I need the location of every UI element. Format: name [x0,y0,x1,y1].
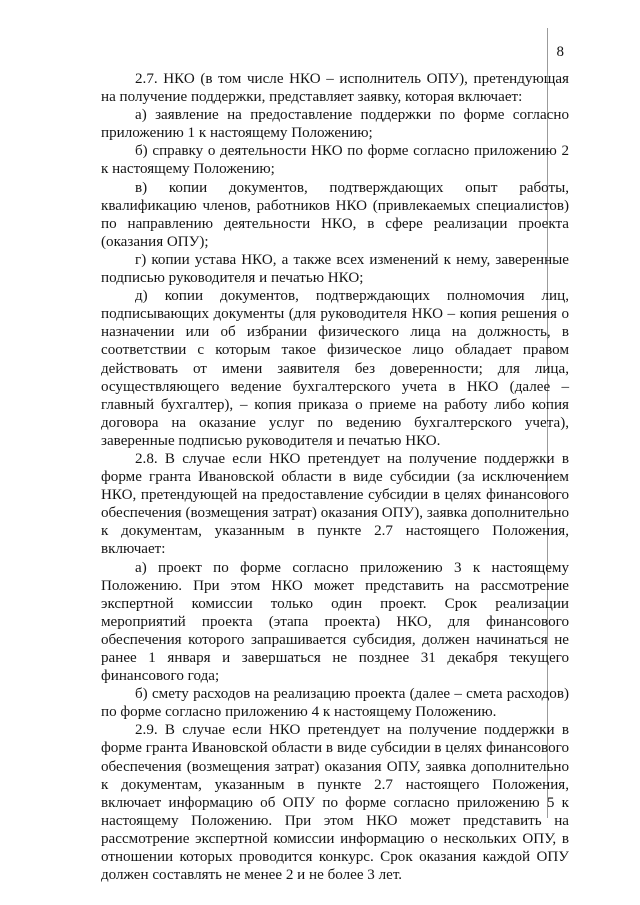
paragraph-2-8: 2.8. В случае если НКО претендует на получение поддержки в форме гранта Ивановской области в виде субсидии (за исключением НКО, претендующей на предоставление субсидии в целях финансового обеспечения (возмещения затрат) оказания ОПУ), заявка дополнительно к документам, указанным в пункте 2.7 настоящего Положения, включает: [101,450,569,558]
document-body [101,70,569,884]
list-item-2-8-a: а) проект по форме согласно приложению 3 к настоящему Положению. При этом НКО может представить на рассмотрение экспертной комиссии только один проект. Срок реализации мероприятий проекта (этапа проекта) НКО, для финансового обеспечения которого запрашивается субсидия, должен начинаться не ранее 1 января и завершаться не позднее 31 декабря текущего финансового года; [101,559,569,685]
list-item-b: б) справку о деятельности НКО по форме согласно приложению 2 к настоящему Положению; [101,143,569,178]
list-item-2-8-b: б) смету расходов на реализацию проекта (далее – смета расходов) по форме согласно приложению 4 к настоящему Положению. [101,686,569,721]
list-item-v: в) копии документов, подтверждающих опыт работы, квалификацию членов, работников НКО (привлекаемых специалистов) по направлению деятельности НКО, в сфере реализации проекта (оказания ОПУ); [101,179,569,250]
list-item-g: г) копии устава НКО, а также всех изменений к нему, заверенные подписью руководителя и печатью НКО; [101,251,569,287]
paragraph-2-7: 2.7. НКО (в том числе НКО – исполнитель ОПУ), претендующая на получение поддержки, представляет заявку, которая включает: [101,71,569,106]
list-item-a: а) заявление на предоставление поддержки по форме согласно приложению 1 к настоящему Положению; [101,107,569,142]
list-item-d: д) копии документов, подтверждающих полномочия лиц, подписывающих документы (для руководителя НКО – копия решения о назначении или об избрании физического лица на должность, в соответствии с которым такое физическое лицо обладает правом действовать от имени заявителя без доверенности; для лица, осуществляющего ведение бухгалтерского учета в НКО (далее – главный бухгалтер), – копия приказа о приеме на работу либо копия договора на оказание услуг по ведению бухгалтерского учета), заверенные подписью руководителя и печатью НКО. [101,288,569,449]
page-number: 8 [556,44,564,60]
paragraph-2-9: 2.9. В случае если НКО претендует на получение поддержки в форме гранта Ивановской области в виде субсидии в целях финансового обеспечения (возмещения затрат) оказания ОПУ, заявка дополнительно к документам, указанным в пункте 2.7 настоящего Положения, включает информацию об ОПУ по форме согласно приложению 5 к настоящему Положению. При этом НКО может представить на рассмотрение экспертной комиссии информацию о нескольких ОПУ, в отношении которых проводится конкурс. Срок оказания каждой ОПУ должен составлять не менее 2 и не более 3 лет. [101,722,569,884]
